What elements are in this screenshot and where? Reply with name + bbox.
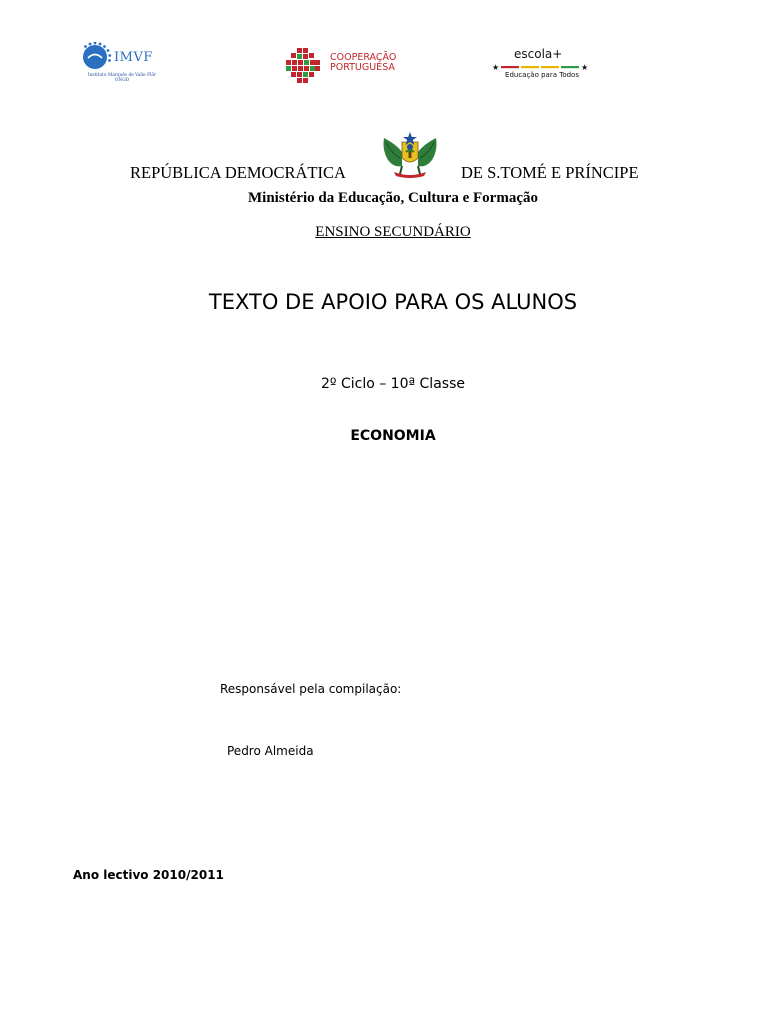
cycle-class: 2º Ciclo – 10ª Classe bbox=[321, 376, 465, 392]
imvf-logo-line1: Instituto Marquês de Valle Flôr bbox=[87, 73, 157, 78]
cooperacao-logo-text bbox=[330, 53, 396, 73]
cooperacao-line2: PORTUGUESA bbox=[330, 62, 395, 73]
imvf-logo bbox=[80, 40, 162, 86]
education-level: ENSINO SECUNDÁRIO bbox=[315, 224, 471, 240]
coat-of-arms-icon bbox=[380, 130, 440, 180]
escola-logo-title: escola+ bbox=[514, 47, 563, 61]
cooperacao-portuguesa-logo bbox=[284, 47, 397, 85]
republic-heading-right: DE S.TOMÉ E PRÍNCIPE bbox=[461, 163, 639, 182]
cooperacao-line1: COOPERAÇÃO bbox=[330, 52, 397, 63]
school-year: Ano lectivo 2010/2011 bbox=[73, 868, 224, 882]
imvf-emblem-icon bbox=[80, 42, 114, 74]
subject-name: ECONOMIA bbox=[350, 428, 436, 444]
document-title: TEXTO DE APOIO PARA OS ALUNOS bbox=[208, 290, 578, 314]
escola-logo-subtitle: Educação para Todos bbox=[505, 71, 579, 79]
republic-heading-left: REPÚBLICA DEMOCRÁTICA bbox=[130, 163, 346, 182]
ministry-name: Ministério da Educação, Cultura e Formação bbox=[248, 190, 538, 206]
author-name: Pedro Almeida bbox=[227, 744, 314, 758]
sao-tome-coat-of-arms bbox=[380, 130, 440, 180]
imvf-logo-name: IMVF bbox=[114, 50, 153, 65]
cooperacao-mosaic-icon bbox=[284, 47, 322, 85]
svg-text:★: ★ bbox=[581, 63, 588, 71]
responsible-label: Responsável pela compilação: bbox=[220, 682, 402, 696]
escola-mais-logo bbox=[492, 45, 588, 85]
imvf-logo-line2: ONGD bbox=[114, 78, 130, 83]
escola-stripe-icon bbox=[492, 63, 588, 71]
svg-text:★: ★ bbox=[492, 63, 500, 71]
